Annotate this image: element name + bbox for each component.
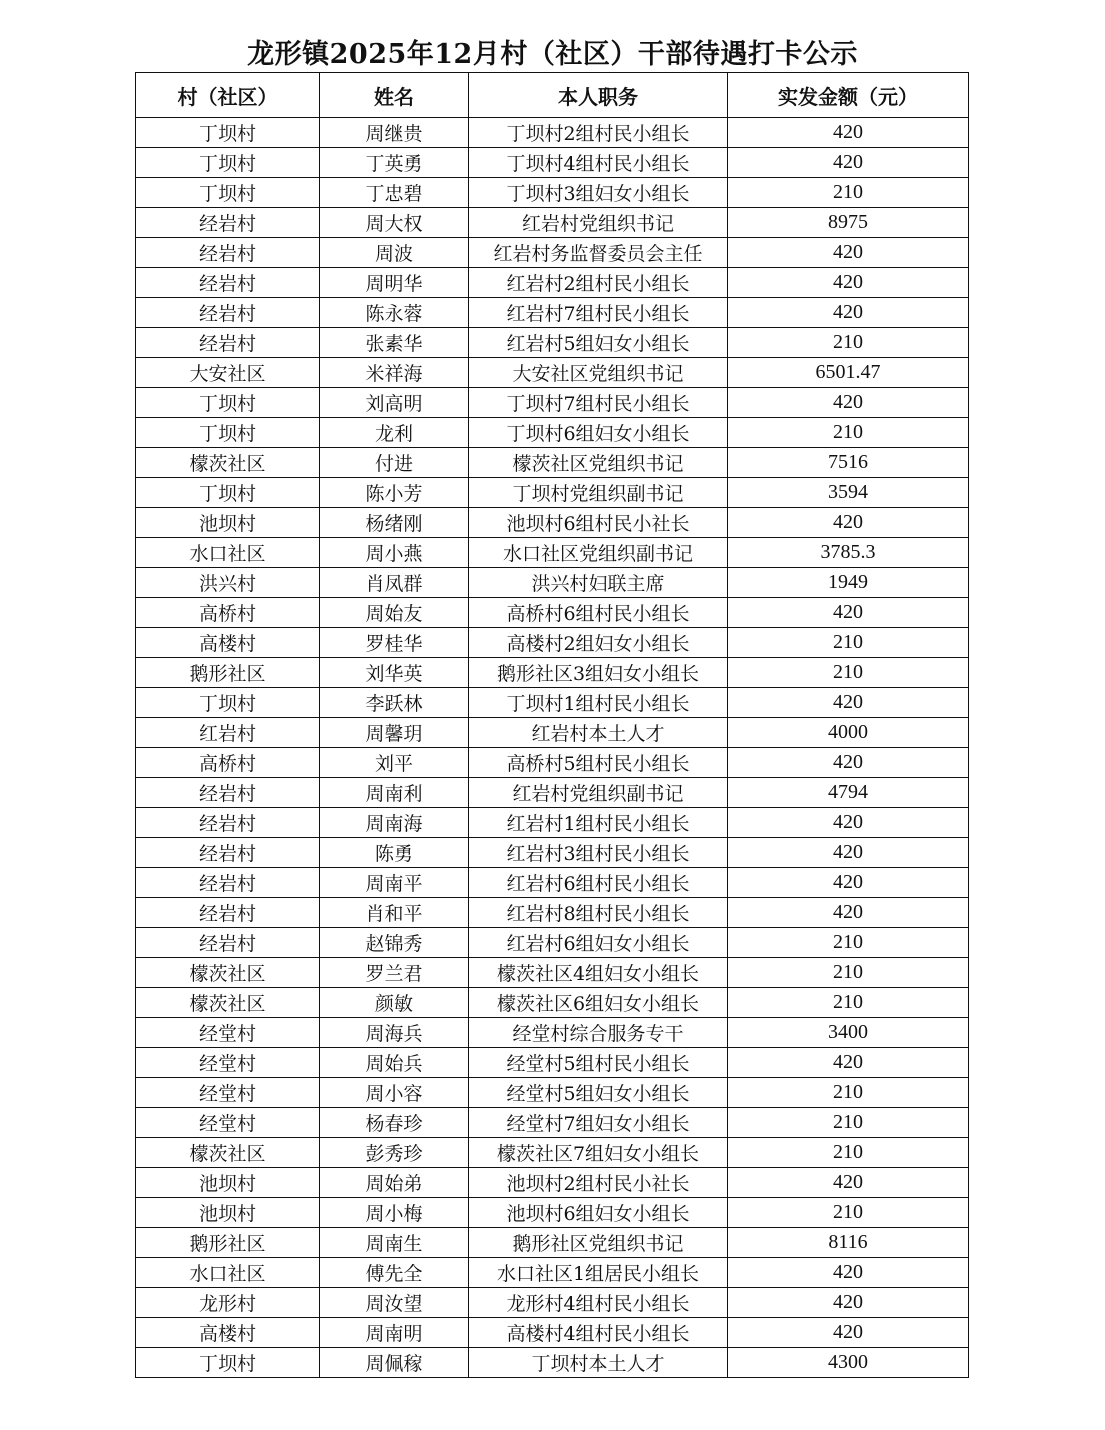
cell-name: 龙利: [320, 418, 469, 448]
table-row: [136, 1018, 969, 1048]
cell-amount: 210: [728, 1108, 969, 1138]
table-row: [136, 1198, 969, 1228]
cell-position: 丁坝村7组村民小组长: [469, 388, 728, 418]
cell-village: 高楼村: [136, 1318, 320, 1348]
table-row: [136, 268, 969, 298]
cell-name: 周小容: [320, 1078, 469, 1108]
table-row: [136, 868, 969, 898]
cell-amount: 3400: [728, 1018, 969, 1048]
cell-position: 红岩村5组妇女小组长: [469, 328, 728, 358]
cell-village: 洪兴村: [136, 568, 320, 598]
cell-name: 周始弟: [320, 1168, 469, 1198]
cell-village: 水口社区: [136, 1258, 320, 1288]
cell-position: 高桥村5组村民小组长: [469, 748, 728, 778]
cell-amount: 420: [728, 298, 969, 328]
cell-village: 经岩村: [136, 238, 320, 268]
cell-village: 丁坝村: [136, 1348, 320, 1378]
cell-position: 丁坝村2组村民小组长: [469, 118, 728, 148]
cell-village: 经岩村: [136, 898, 320, 928]
table-row: [136, 628, 969, 658]
cell-position: 大安社区党组织书记: [469, 358, 728, 388]
cell-position: 丁坝村党组织副书记: [469, 478, 728, 508]
cell-amount: 420: [728, 508, 969, 538]
table-row: [136, 538, 969, 568]
cell-amount: 420: [728, 1318, 969, 1348]
cell-village: 经岩村: [136, 208, 320, 238]
cell-amount: 210: [728, 928, 969, 958]
cell-name: 周始友: [320, 598, 469, 628]
cell-village: 檬茨社区: [136, 988, 320, 1018]
cell-name: 陈勇: [320, 838, 469, 868]
cell-amount: 4000: [728, 718, 969, 748]
cell-name: 周汝望: [320, 1288, 469, 1318]
cell-position: 高楼村4组村民小组长: [469, 1318, 728, 1348]
cell-village: 经岩村: [136, 928, 320, 958]
table-row: [136, 988, 969, 1018]
cell-village: 丁坝村: [136, 148, 320, 178]
cell-village: 红岩村: [136, 718, 320, 748]
cell-village: 池坝村: [136, 1168, 320, 1198]
cell-amount: 420: [728, 598, 969, 628]
table-row: [136, 1048, 969, 1078]
allowance-table: [135, 72, 969, 1378]
cell-name: 周佩稼: [320, 1348, 469, 1378]
cell-village: 经岩村: [136, 268, 320, 298]
cell-position: 红岩村6组妇女小组长: [469, 928, 728, 958]
cell-name: 周小梅: [320, 1198, 469, 1228]
table-row: [136, 508, 969, 538]
table-row: [136, 208, 969, 238]
cell-name: 李跃林: [320, 688, 469, 718]
cell-amount: 210: [728, 958, 969, 988]
cell-village: 经堂村: [136, 1018, 320, 1048]
cell-position: 檬茨社区6组妇女小组长: [469, 988, 728, 1018]
cell-village: 高桥村: [136, 598, 320, 628]
cell-village: 鹅形社区: [136, 658, 320, 688]
document-title: 龙形镇2025年12月村（社区）干部待遇打卡公示: [247, 39, 858, 70]
cell-amount: 420: [728, 238, 969, 268]
cell-amount: 420: [728, 838, 969, 868]
cell-village: 檬茨社区: [136, 1138, 320, 1168]
table-row: [136, 358, 969, 388]
cell-amount: 420: [728, 1288, 969, 1318]
cell-position: 檬茨社区党组织书记: [469, 448, 728, 478]
cell-position: 檬茨社区7组妇女小组长: [469, 1138, 728, 1168]
cell-amount: 7516: [728, 448, 969, 478]
cell-village: 丁坝村: [136, 118, 320, 148]
cell-village: 经岩村: [136, 838, 320, 868]
cell-position: 红岩村7组村民小组长: [469, 298, 728, 328]
table-row: [136, 838, 969, 868]
cell-position: 经堂村5组妇女小组长: [469, 1078, 728, 1108]
cell-name: 颜敏: [320, 988, 469, 1018]
cell-amount: 420: [728, 748, 969, 778]
table-row: [136, 328, 969, 358]
table-row: [136, 1078, 969, 1108]
table-row: [136, 688, 969, 718]
cell-position: 红岩村党组织副书记: [469, 778, 728, 808]
cell-amount: 3594: [728, 478, 969, 508]
cell-village: 丁坝村: [136, 418, 320, 448]
table-row: [136, 958, 969, 988]
table-row: [136, 1348, 969, 1378]
cell-name: 陈小芳: [320, 478, 469, 508]
cell-village: 丁坝村: [136, 178, 320, 208]
cell-position: 水口社区1组居民小组长: [469, 1258, 728, 1288]
table-row: [136, 388, 969, 418]
cell-amount: 420: [728, 148, 969, 178]
table-row: [136, 298, 969, 328]
cell-amount: 210: [728, 1198, 969, 1228]
cell-position: 红岩村8组村民小组长: [469, 898, 728, 928]
cell-village: 水口社区: [136, 538, 320, 568]
cell-amount: 210: [728, 328, 969, 358]
cell-name: 肖和平: [320, 898, 469, 928]
cell-name: 杨春珍: [320, 1108, 469, 1138]
table-row: [136, 478, 969, 508]
cell-name: 周始兵: [320, 1048, 469, 1078]
cell-amount: 8116: [728, 1228, 969, 1258]
cell-amount: 8975: [728, 208, 969, 238]
cell-village: 丁坝村: [136, 688, 320, 718]
cell-name: 杨绪刚: [320, 508, 469, 538]
cell-village: 高楼村: [136, 628, 320, 658]
cell-amount: 6501.47: [728, 358, 969, 388]
cell-name: 肖凤群: [320, 568, 469, 598]
header-name: 姓名: [320, 73, 469, 118]
cell-position: 经堂村5组村民小组长: [469, 1048, 728, 1078]
cell-position: 池坝村6组村民小社长: [469, 508, 728, 538]
cell-position: 丁坝村4组村民小组长: [469, 148, 728, 178]
cell-amount: 420: [728, 1048, 969, 1078]
cell-amount: 210: [728, 658, 969, 688]
cell-village: 经堂村: [136, 1048, 320, 1078]
table-row: [136, 448, 969, 478]
cell-amount: 420: [728, 118, 969, 148]
cell-amount: 210: [728, 1138, 969, 1168]
cell-name: 周继贵: [320, 118, 469, 148]
cell-name: 周馨玥: [320, 718, 469, 748]
cell-name: 周波: [320, 238, 469, 268]
cell-village: 池坝村: [136, 1198, 320, 1228]
table-header-row: [136, 73, 969, 118]
cell-position: 池坝村6组妇女小组长: [469, 1198, 728, 1228]
cell-position: 水口社区党组织副书记: [469, 538, 728, 568]
cell-name: 周南平: [320, 868, 469, 898]
cell-position: 鹅形社区3组妇女小组长: [469, 658, 728, 688]
cell-name: 周海兵: [320, 1018, 469, 1048]
cell-name: 丁忠碧: [320, 178, 469, 208]
cell-position: 龙形村4组村民小组长: [469, 1288, 728, 1318]
cell-name: 陈永蓉: [320, 298, 469, 328]
table-row: [136, 1228, 969, 1258]
cell-name: 米祥海: [320, 358, 469, 388]
table-row: [136, 1288, 969, 1318]
cell-name: 周明华: [320, 268, 469, 298]
table-row: [136, 658, 969, 688]
cell-amount: 420: [728, 1168, 969, 1198]
cell-village: 高桥村: [136, 748, 320, 778]
cell-position: 丁坝村3组妇女小组长: [469, 178, 728, 208]
cell-village: 池坝村: [136, 508, 320, 538]
cell-amount: 420: [728, 868, 969, 898]
table-row: [136, 1168, 969, 1198]
table-row: [136, 928, 969, 958]
cell-village: 经岩村: [136, 778, 320, 808]
cell-village: 檬茨社区: [136, 958, 320, 988]
cell-name: 周大权: [320, 208, 469, 238]
table-row: [136, 718, 969, 748]
cell-position: 经堂村综合服务专干: [469, 1018, 728, 1048]
cell-amount: 210: [728, 988, 969, 1018]
table-body: [136, 118, 969, 1378]
cell-name: 周南海: [320, 808, 469, 838]
cell-village: 经堂村: [136, 1108, 320, 1138]
cell-position: 红岩村1组村民小组长: [469, 808, 728, 838]
table-row: [136, 778, 969, 808]
cell-position: 鹅形社区党组织书记: [469, 1228, 728, 1258]
table-row: [136, 748, 969, 778]
table-row: [136, 1108, 969, 1138]
cell-village: 经岩村: [136, 328, 320, 358]
cell-position: 丁坝村6组妇女小组长: [469, 418, 728, 448]
table-row: [136, 568, 969, 598]
cell-amount: 420: [728, 898, 969, 928]
cell-name: 周小燕: [320, 538, 469, 568]
cell-amount: 210: [728, 1078, 969, 1108]
table-row: [136, 118, 969, 148]
cell-village: 丁坝村: [136, 388, 320, 418]
cell-amount: 420: [728, 688, 969, 718]
cell-name: 罗桂华: [320, 628, 469, 658]
cell-name: 周南明: [320, 1318, 469, 1348]
cell-village: 经岩村: [136, 808, 320, 838]
cell-position: 红岩村务监督委员会主任: [469, 238, 728, 268]
cell-amount: 420: [728, 1258, 969, 1288]
cell-position: 檬茨社区4组妇女小组长: [469, 958, 728, 988]
cell-name: 罗兰君: [320, 958, 469, 988]
cell-amount: 420: [728, 388, 969, 418]
table-row: [136, 178, 969, 208]
cell-position: 高桥村6组村民小组长: [469, 598, 728, 628]
header-village: 村（社区）: [136, 73, 320, 118]
table-row: [136, 898, 969, 928]
cell-amount: 4794: [728, 778, 969, 808]
cell-village: 经岩村: [136, 298, 320, 328]
table-row: [136, 1138, 969, 1168]
cell-name: 傅先全: [320, 1258, 469, 1288]
table-row: [136, 238, 969, 268]
table-row: [136, 808, 969, 838]
cell-position: 池坝村2组村民小社长: [469, 1168, 728, 1198]
cell-name: 周南利: [320, 778, 469, 808]
cell-name: 彭秀珍: [320, 1138, 469, 1168]
cell-amount: 1949: [728, 568, 969, 598]
header-position: 本人职务: [469, 73, 728, 118]
cell-position: 红岩村本土人才: [469, 718, 728, 748]
cell-village: 檬茨社区: [136, 448, 320, 478]
cell-position: 红岩村2组村民小组长: [469, 268, 728, 298]
cell-position: 经堂村7组妇女小组长: [469, 1108, 728, 1138]
cell-amount: 210: [728, 418, 969, 448]
cell-name: 刘高明: [320, 388, 469, 418]
cell-amount: 420: [728, 808, 969, 838]
cell-name: 付进: [320, 448, 469, 478]
cell-position: 红岩村党组织书记: [469, 208, 728, 238]
cell-position: 红岩村6组村民小组长: [469, 868, 728, 898]
cell-name: 刘平: [320, 748, 469, 778]
cell-village: 鹅形社区: [136, 1228, 320, 1258]
cell-amount: 210: [728, 178, 969, 208]
cell-position: 红岩村3组村民小组长: [469, 838, 728, 868]
cell-amount: 4300: [728, 1348, 969, 1378]
cell-position: 丁坝村本土人才: [469, 1348, 728, 1378]
table-row: [136, 148, 969, 178]
table-row: [136, 418, 969, 448]
table-row: [136, 1258, 969, 1288]
cell-position: 洪兴村妇联主席: [469, 568, 728, 598]
cell-village: 经堂村: [136, 1078, 320, 1108]
cell-name: 刘华英: [320, 658, 469, 688]
cell-name: 赵锦秀: [320, 928, 469, 958]
cell-amount: 420: [728, 268, 969, 298]
cell-name: 张素华: [320, 328, 469, 358]
cell-village: 龙形村: [136, 1288, 320, 1318]
cell-village: 经岩村: [136, 868, 320, 898]
cell-amount: 210: [728, 628, 969, 658]
cell-name: 周南生: [320, 1228, 469, 1258]
table-row: [136, 598, 969, 628]
cell-village: 丁坝村: [136, 478, 320, 508]
cell-name: 丁英勇: [320, 148, 469, 178]
header-amount: 实发金额（元）: [728, 73, 969, 118]
cell-village: 大安社区: [136, 358, 320, 388]
cell-amount: 3785.3: [728, 538, 969, 568]
cell-position: 丁坝村1组村民小组长: [469, 688, 728, 718]
cell-position: 高楼村2组妇女小组长: [469, 628, 728, 658]
table-row: [136, 1318, 969, 1348]
